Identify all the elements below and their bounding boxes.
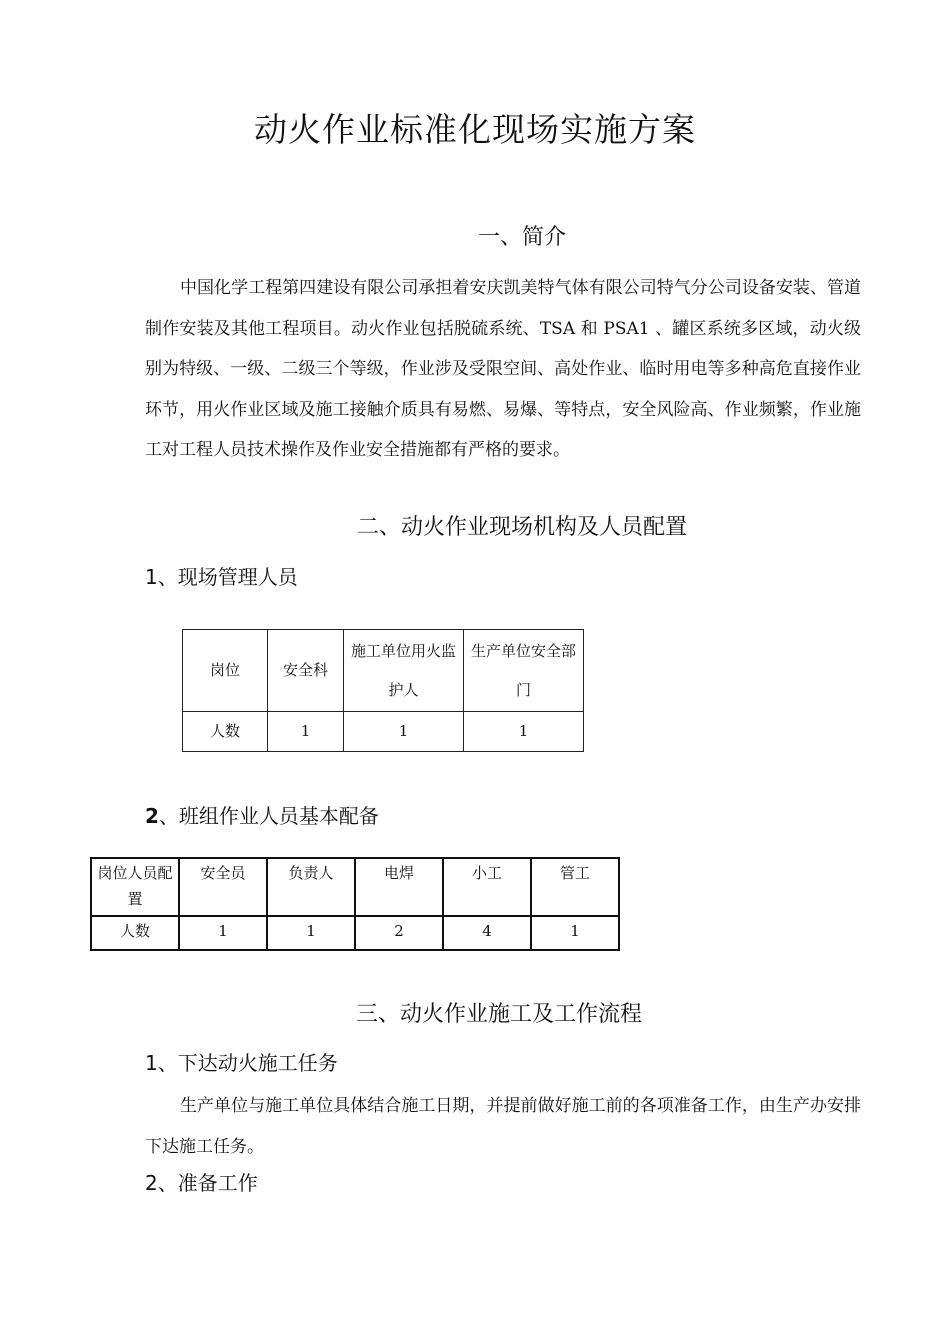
table-header-cell: 安全科 xyxy=(268,630,344,712)
table-cell: 4 xyxy=(443,916,531,950)
table-header-cell: 管工 xyxy=(531,858,619,916)
table-header-cell: 岗位人员配置 xyxy=(91,858,179,916)
table-header-cell: 安全员 xyxy=(179,858,267,916)
assign-task-paragraph: 生产单位与施工单位具体结合施工日期，并提前做好施工前的各项准备工作，由生产办安排下达施工任务。 xyxy=(145,1096,861,1157)
section-heading-intro: 一、简介 xyxy=(477,225,566,250)
table-row xyxy=(91,916,619,950)
table-header-cell: 负责人 xyxy=(267,858,355,916)
intro-paragraph: 中国化学工程第四建设有限公司承担着安庆凯美特气体有限公司特气分公司设备安装、管道制作安装及其他工程项目。动火作业包括脱硫系统、TSA 和 PSA1 、罐区系统多区域，动火级别为特级、一级、二级三个等级，作业涉及受限空间、高处作业、临时用电等多种高危直接作业环节，用火作业区域及施工接触介质具有易燃、易爆、等特点，安全风险高、作业频繁，作业施工对工程人员技术操作及作业安全措施都有严格的要求。 xyxy=(145,278,861,461)
table-cell: 1 xyxy=(531,916,619,950)
table-header-row xyxy=(183,630,584,712)
table-row-label: 人数 xyxy=(91,916,179,950)
table-header-cell: 电焊 xyxy=(355,858,443,916)
table-header-row xyxy=(91,858,619,916)
table-cell: 2 xyxy=(355,916,443,950)
sub-heading-team-staffing xyxy=(145,800,379,829)
sub-heading-preparation: 2、准备工作 xyxy=(145,1171,258,1195)
table-header-cell: 岗位 xyxy=(183,630,268,712)
table-header-cell: 生产单位安全部门 xyxy=(464,630,584,712)
team-staff-table xyxy=(90,857,620,951)
sub-heading-site-management: 1、现场管理人员 xyxy=(145,565,298,589)
section-heading-workflow: 三、动火作业施工及工作流程 xyxy=(355,1002,642,1027)
table-row xyxy=(183,712,584,752)
table-cell: 1 xyxy=(268,712,344,752)
table-header-cell: 施工单位用火监护人 xyxy=(344,630,464,712)
table-cell: 1 xyxy=(344,712,464,752)
sub-heading-text: 、班组作业人员基本配备 xyxy=(158,804,379,828)
table-header-cell: 小工 xyxy=(443,858,531,916)
section-heading-organization: 二、动火作业现场机构及人员配置 xyxy=(356,515,687,540)
management-staff-table xyxy=(182,629,584,752)
table-row-label: 人数 xyxy=(183,712,268,752)
table-cell: 1 xyxy=(267,916,355,950)
sub-heading-number: 2 xyxy=(145,804,159,828)
page-title: 动火作业标准化现场实施方案 xyxy=(254,110,696,149)
table-cell: 1 xyxy=(179,916,267,950)
table-cell: 1 xyxy=(464,712,584,752)
sub-heading-assign-task: 1、下达动火施工任务 xyxy=(145,1051,338,1075)
